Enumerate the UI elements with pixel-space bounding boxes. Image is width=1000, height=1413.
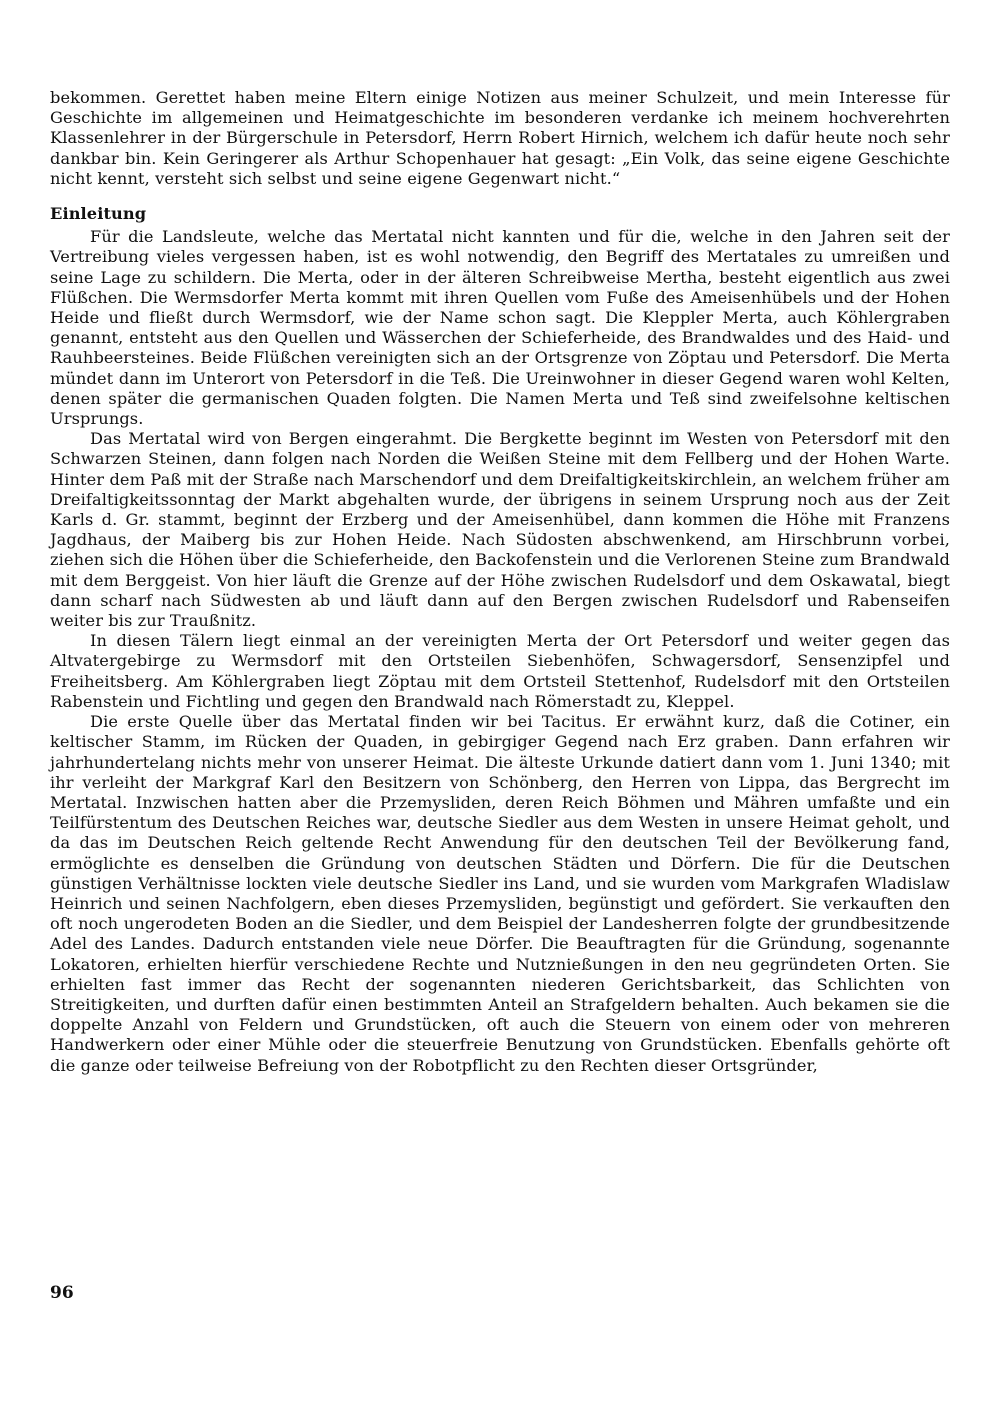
paragraph-4: Die erste Quelle über das Mertatal finden wir bei Tacitus. Er erwähnt kurz, daß die Cotiner, ein keltischer Stamm, im Rücken der Quaden, in gebirgiger Gegend nach Erz graben. Dann erfahren wir jahrhundertelang nichts mehr von unserer Heimat. Die älteste Urkunde datiert dann vom 1. Juni 1340; mit ihr verleiht der Markgraf Karl den Besitzern von Schönberg, den Herren von Lippa, das Bergrecht im Mertatal. Inzwischen hatten aber die Przemysliden, deren Reich Böhmen und Mähren umfaßte und ein Teilfürstentum des Deutschen Reiches war, deutsche Siedler aus dem Westen in unsere Heimat geholt, und da das im Deutschen Reich geltende Recht Anwendung für den deutschen Teil der Bevölkerung fand, ermöglichte es denselben die Gründung von deutschen Städten und Dörfern. Die für die Deutschen günstigen Verhältnisse lockten viele deutsche Siedler ins Land, und sie wurden vom Markgrafen Wladislaw Heinrich und seinen Nachfolgern, eben dieses Przemysliden, begünstigt und gefördert. Sie verkauften den oft noch ungerodeten Boden an die Siedler, und dem Beispiel der Landesherren folgte der grundbesitzende Adel des Landes. Dadurch entstanden viele neue Dörfer. Die Beauftragten für die Gründung, sogenannte Lokatoren, erhielten hierfür verschiedene Rechte und Nutznießungen in den neu gegründeten Orten. Sie erhielten fast immer das Recht der sogenannten niederen Gerichtsbarkeit, das Schlichten von Streitigkeiten, und durften dafür einen bestimmten Anteil an Strafgeldern behalten. Auch bekamen sie die doppelte Anzahl von Feldern und Grundstücken, oft auch die Steuern von einem oder von mehreren Handwerkern oder einer Mühle oder die steuerfreie Benutzung von Grundstücken. Ebenfalls gehörte oft die ganze oder teilweise Befreiung von der Robotpflicht zu den Rechten dieser Ortsgründer, <box>50 712 950 1075</box>
section-heading: Einleitung <box>50 204 147 224</box>
paragraph-intro: bekommen. Gerettet haben meine Eltern einige Notizen aus meiner Schulzeit, und mein Interesse für Geschichte im allgemeinen und Heimatgeschichte im besonderen verdanke ich meinem hochverehrten Klassenlehrer in der Bürgerschule in Petersdorf, Herrn Robert Hirnich, welchem ich dafür heute noch sehr dankbar bin. Kein Geringerer als Arthur Schopenhauer hat gesagt: „Ein Volk, das seine eigene Geschichte nicht kennt, versteht sich selbst und seine eigene Gegenwart nicht.“ <box>50 88 950 188</box>
document-page <box>50 88 950 1076</box>
paragraph-1: Für die Landsleute, welche das Mertatal nicht kannten und für die, welche in den Jahren seit der Vertreibung vieles vergessen haben, ist es wohl notwendig, den Begriff des Mertatales zu umreißen und seine Lage zu schildern. Die Merta, oder in der älteren Schreibweise Mertha, besteht eigentlich aus zwei Flüßchen. Die Wermsdorfer Merta kommt mit ihren Quellen vom Fuße des Ameisenhübels und der Hohen Heide und fließt durch Wermsdorf, wie der Name schon sagt. Die Kleppler Merta, auch Köhlergraben genannt, entsteht aus den Quellen und Wässerchen der Schieferheide, des Brandwaldes und des Haid- und Rauhbeersteines. Beide Flüßchen vereinigten sich an der Ortsgrenze von Zöptau und Petersdorf. Die Merta mündet dann im Unterort von Petersdorf in die Teß. Die Ureinwohner in dieser Gegend waren wohl Kelten, denen später die germanischen Quaden folgten. Die Namen Merta und Teß sind zweifelsohne keltischen Ursprungs. <box>50 227 950 429</box>
paragraph-3: In diesen Tälern liegt einmal an der vereinigten Merta der Ort Petersdorf und weiter gegen das Altvatergebirge zu Wermsdorf mit den Ortsteilen Siebenhöfen, Schwagersdorf, Sensenzipfel und Freiheitsberg. Am Köhlergraben liegt Zöptau mit dem Ortsteil Stettenhof, Rudelsdorf mit den Ortsteilen Rabenstein und Fichtling und gegen den Brandwald nach Römerstadt zu, Kleppel. <box>50 631 950 711</box>
paragraph-2: Das Mertatal wird von Bergen eingerahmt. Die Bergkette beginnt im Westen von Petersdorf mit den Schwarzen Steinen, dann folgen nach Norden die Weißen Steine mit dem Fellberg und der Hohen Warte. Hinter dem Paß mit der Straße nach Marschendorf und dem Dreifaltigkeitskirchlein, an welchem früher am Dreifaltigkeitssonntag der Markt abgehalten wurde, der übrigens in seinem Ursprung noch aus der Zeit Karls d. Gr. stammt, beginnt der Erzberg und der Ameisenhübel, dann kommen die Höhe mit Franzens Jagdhaus, der Maiberg bis zur Hohen Heide. Nach Südosten abschwenkend, am Hirschbrunn vorbei, ziehen sich die Höhen über die Schieferheide, den Backofenstein und die Verlorenen Steine zum Brandwald mit dem Berggeist. Von hier läuft die Grenze auf der Höhe zwischen Rudelsdorf und dem Oskawatal, biegt dann scharf nach Südwesten ab und läuft dann auf den Bergen zwischen Rudelsdorf und Rabenseifen weiter bis zur Traußnitz. <box>50 429 950 631</box>
page-number: 96 <box>50 1283 74 1303</box>
